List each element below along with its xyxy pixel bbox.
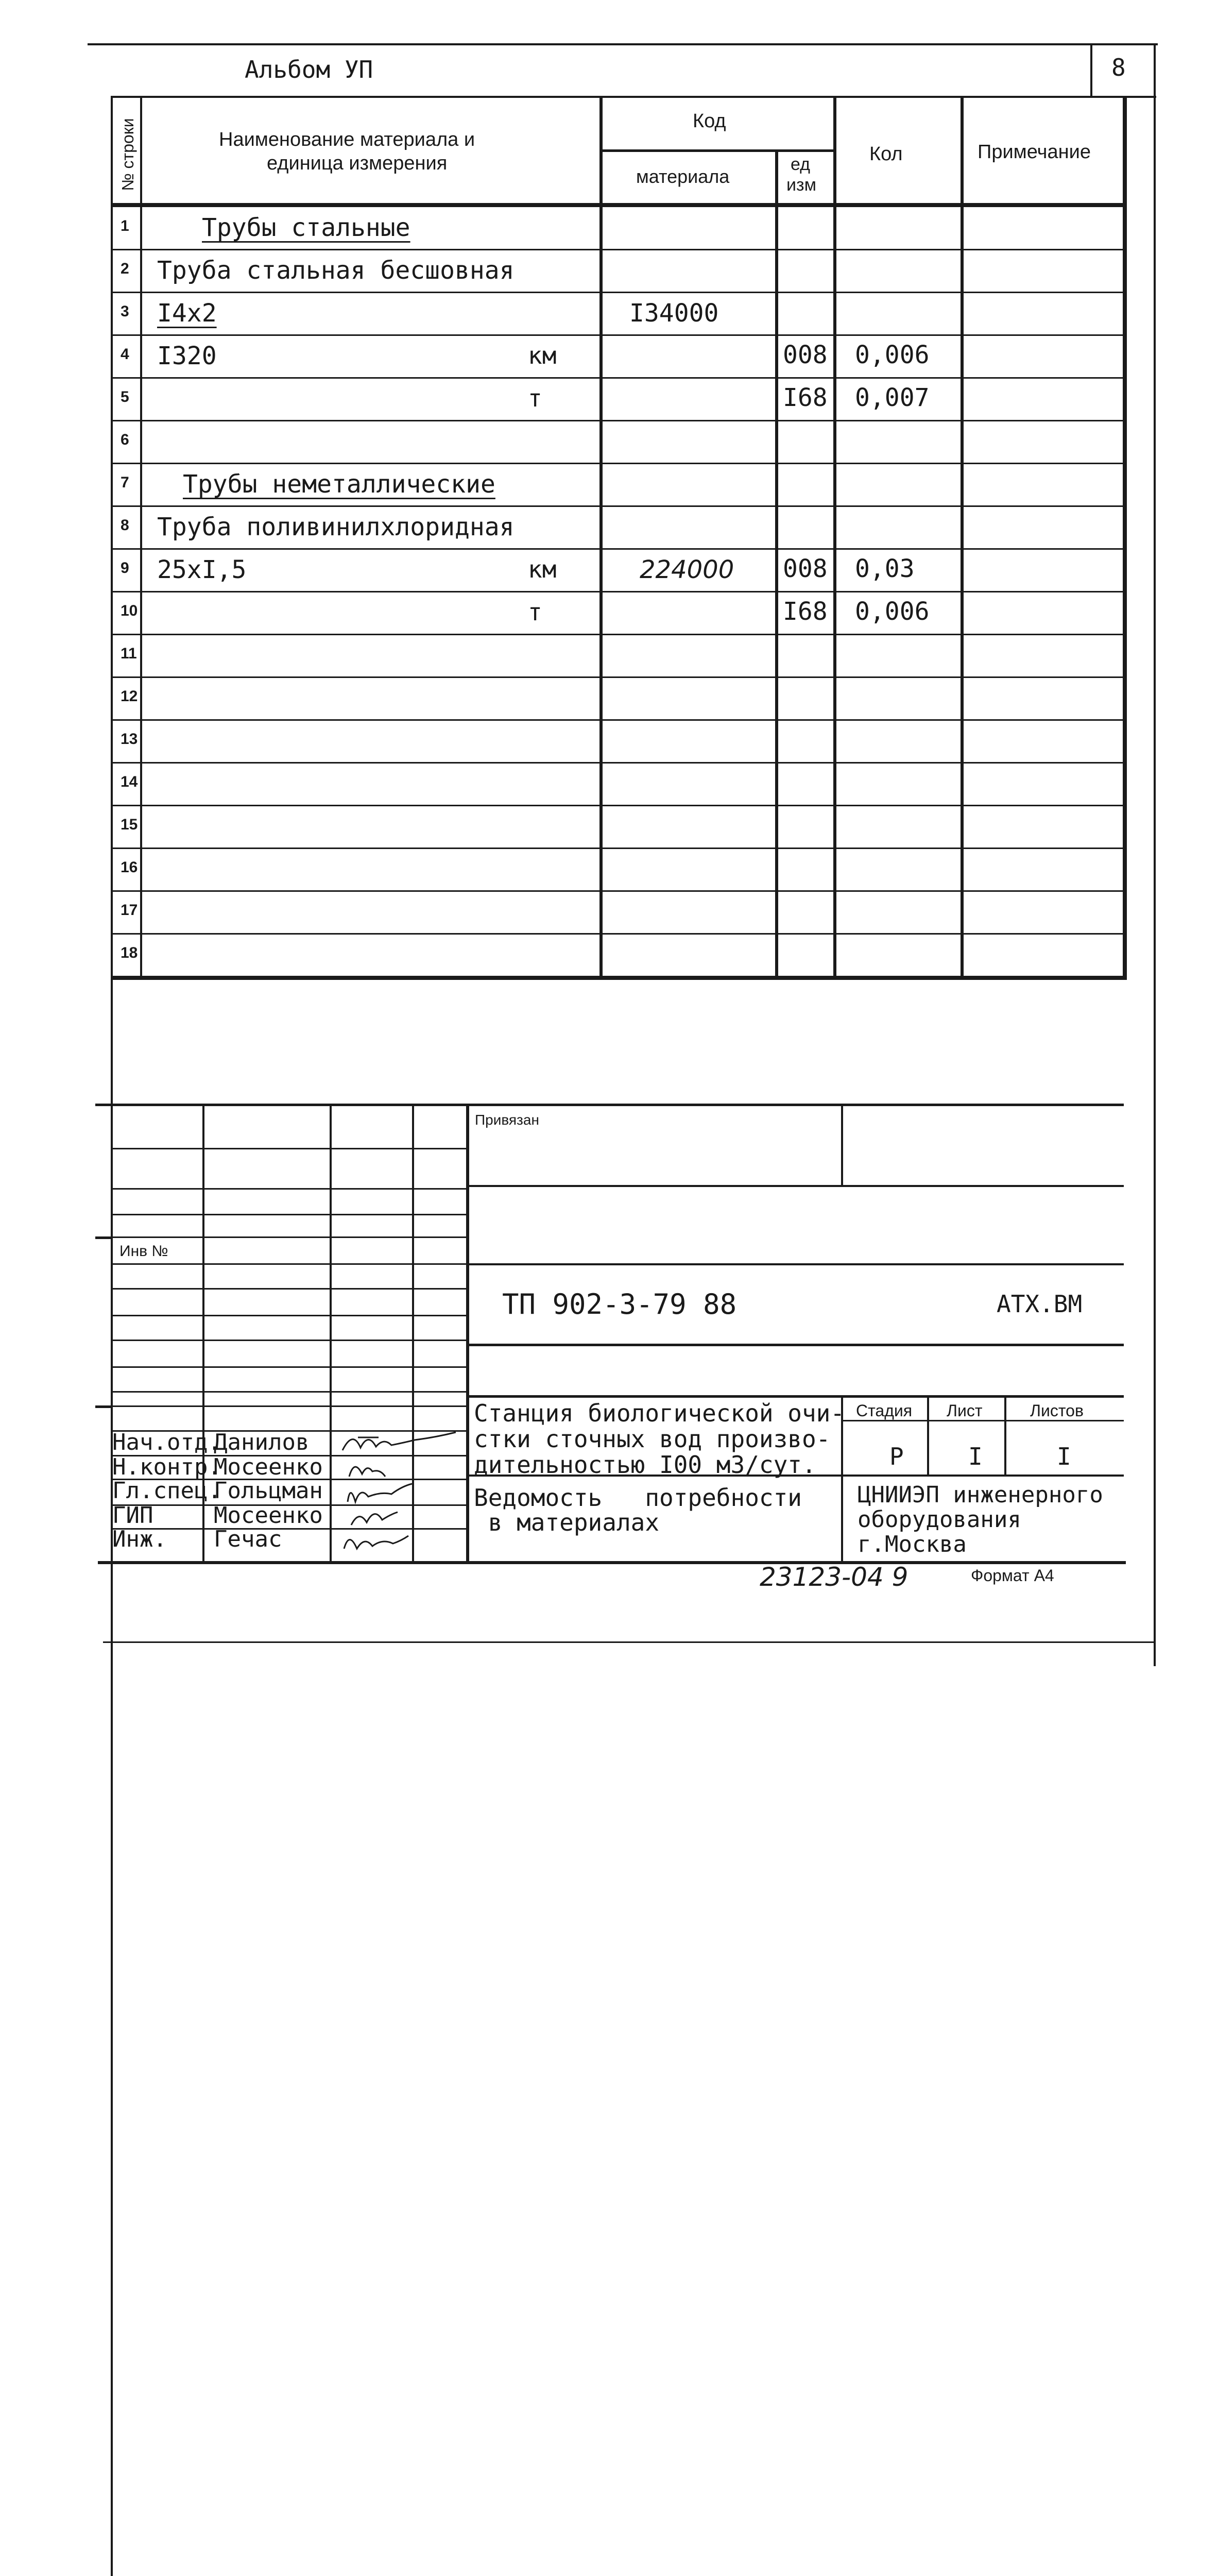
rule-line [111, 1340, 466, 1341]
material-name: Труба стальная бесшовная [157, 256, 515, 285]
signer-name: Гечас [214, 1526, 282, 1552]
section-heading: Трубы стальные [202, 213, 410, 242]
row-number: 14 [121, 773, 138, 790]
quantity-value: 0,006 [855, 341, 930, 369]
archive-number: 23123-04 9 [760, 1562, 909, 1592]
project-title-line3: дительностью I00 м3/сут. [474, 1451, 816, 1479]
row-number: 12 [121, 688, 138, 705]
stamp-top-line [111, 1104, 1124, 1106]
row-number: 17 [121, 902, 138, 919]
row-divider [111, 505, 1124, 507]
row-divider [111, 890, 1124, 892]
rule-line [841, 1104, 843, 1186]
material-name: Труба поливинилхлоридная [157, 513, 515, 541]
sheets-label: Листов [1030, 1401, 1084, 1420]
row-divider [111, 634, 1124, 635]
row-number-header: № строки [118, 118, 137, 191]
signer-role: Нач.отд. [112, 1429, 221, 1455]
rule-line [330, 1104, 332, 1561]
row-number: 9 [121, 560, 129, 577]
stage-value: Р [889, 1443, 904, 1470]
rule-line [111, 1214, 466, 1215]
project-title-line1: Станция биологической очи- [474, 1399, 845, 1427]
row-number: 4 [121, 346, 129, 363]
rule-line [466, 1395, 1124, 1398]
row-divider [111, 805, 1124, 806]
signer-name: Данилов [214, 1429, 310, 1455]
unit-of-measure: т [528, 384, 542, 412]
unit-header-line2: изм [786, 175, 816, 195]
sheets-value: I [1057, 1443, 1071, 1470]
quantity-value: 0,03 [855, 554, 915, 583]
row-number: 18 [121, 944, 138, 961]
rule-line [111, 1288, 466, 1290]
rule-line [111, 1236, 466, 1238]
material-name: 25xI,5 [157, 555, 247, 584]
signature-gechas [339, 1528, 416, 1554]
row-number: 5 [121, 388, 129, 405]
row-divider [111, 848, 1124, 849]
stage-label: Стадия [856, 1401, 913, 1420]
rule-line [111, 1263, 466, 1265]
signature-goltsman [340, 1479, 417, 1507]
section-heading: Трубы неметаллические [183, 470, 495, 499]
signer-name: Мосеенко [214, 1454, 323, 1480]
row-number: 10 [121, 602, 138, 619]
rule-line [95, 1104, 111, 1106]
signer-name: Гольцман [214, 1478, 323, 1504]
organization-line3: г.Москва [858, 1531, 967, 1557]
header-bottom-line [111, 203, 1127, 207]
rule-line [1004, 1395, 1006, 1475]
note-header: Примечание [978, 141, 1091, 163]
album-title: Альбом УП [245, 56, 373, 83]
privyazan-label: Привязан [475, 1112, 539, 1128]
unit-code: I68 [783, 597, 828, 626]
organization-line2: оборудования [858, 1506, 1021, 1533]
signer-role: ГИП [112, 1502, 153, 1529]
unit-header-line1: ед [791, 155, 811, 174]
row-divider [111, 548, 1124, 550]
table-bottom-border [111, 976, 1127, 980]
sheet-label: Лист [947, 1401, 983, 1420]
row-number: 6 [121, 431, 129, 448]
quantity-value: 0,006 [855, 597, 930, 626]
rule-line [599, 98, 603, 976]
rule-line [111, 1315, 466, 1316]
unit-of-measure: т [528, 598, 542, 626]
organization-line1: ЦНИИЭП инженерного [858, 1482, 1103, 1508]
name-header-line2: единица измерения [267, 152, 448, 174]
rule-line [140, 98, 142, 976]
rule-line [927, 1395, 929, 1475]
row-number: 1 [121, 217, 129, 234]
signer-role: Гл.спец. [112, 1478, 221, 1504]
rule-line [111, 1405, 466, 1407]
code-header: Код [693, 110, 726, 132]
format-label: Формат А4 [971, 1566, 1054, 1585]
unit-code: 008 [783, 554, 828, 583]
signer-role: Инж. [112, 1526, 167, 1552]
row-number: 11 [121, 645, 137, 662]
row-divider [111, 762, 1124, 764]
document-mark: АТХ.ВМ [997, 1290, 1083, 1318]
row-divider [111, 249, 1124, 250]
material-header: материала [636, 166, 730, 187]
signature-danilov [332, 1427, 461, 1458]
unit-of-measure: км [528, 342, 557, 369]
row-divider [111, 591, 1124, 592]
sheet-title-line2: в материалах [474, 1509, 660, 1536]
signature-moseenko-2 [346, 1504, 408, 1530]
material-name: I4x2 [157, 299, 217, 328]
sheet-title-line1: Ведомость потребности [474, 1484, 802, 1512]
material-code: I34000 [629, 299, 719, 328]
rule-line [833, 98, 836, 976]
row-number: 13 [121, 731, 138, 748]
name-header-line1: Наименование материала и [219, 129, 475, 150]
row-number: 7 [121, 474, 129, 491]
rule-line [111, 1391, 466, 1393]
page-number: 8 [1111, 54, 1126, 81]
material-name: I320 [157, 342, 217, 370]
row-divider [111, 420, 1124, 421]
stamp-bottom-line [98, 1561, 1126, 1564]
row-divider [111, 377, 1124, 379]
row-divider [111, 334, 1124, 336]
rule-line [111, 98, 113, 976]
rule-line [95, 1405, 111, 1408]
document-code: ТП 902-3-79 88 [502, 1288, 737, 1320]
signer-name: Мосеенко [214, 1502, 323, 1529]
row-divider [111, 719, 1124, 721]
row-number: 15 [121, 816, 138, 833]
rule-line [95, 1236, 111, 1239]
rule-line [466, 1104, 469, 1561]
row-number: 3 [121, 303, 129, 320]
signature-moseenko-1 [344, 1456, 406, 1482]
project-title-line2: стки сточных вод произво- [474, 1425, 831, 1453]
table-right-border [1123, 98, 1127, 976]
row-divider [111, 676, 1124, 678]
row-divider [111, 933, 1124, 935]
rule-line [599, 149, 835, 152]
unit-code: 008 [783, 341, 828, 369]
row-number: 8 [121, 517, 129, 534]
signer-role: Н.контр. [112, 1454, 221, 1480]
row-divider [111, 463, 1124, 464]
rule-line [111, 1148, 466, 1149]
qty-header: Кол [869, 143, 903, 165]
quantity-value: 0,007 [855, 383, 930, 412]
material-code: 224000 [640, 555, 734, 584]
rule-line [466, 1344, 1124, 1346]
rule-line [775, 150, 778, 976]
rule-line [466, 1185, 1124, 1187]
inv-no-label: Инв № [119, 1243, 168, 1260]
rule-line [961, 98, 964, 976]
unit-code: I68 [783, 383, 828, 412]
row-divider [111, 292, 1124, 293]
rule-line [111, 1188, 466, 1190]
unit-of-measure: км [528, 555, 557, 583]
sheet-value: I [968, 1443, 983, 1470]
rule-line [111, 1366, 466, 1368]
rule-line [466, 1263, 1124, 1265]
row-number: 16 [121, 859, 138, 876]
row-number: 2 [121, 260, 129, 277]
